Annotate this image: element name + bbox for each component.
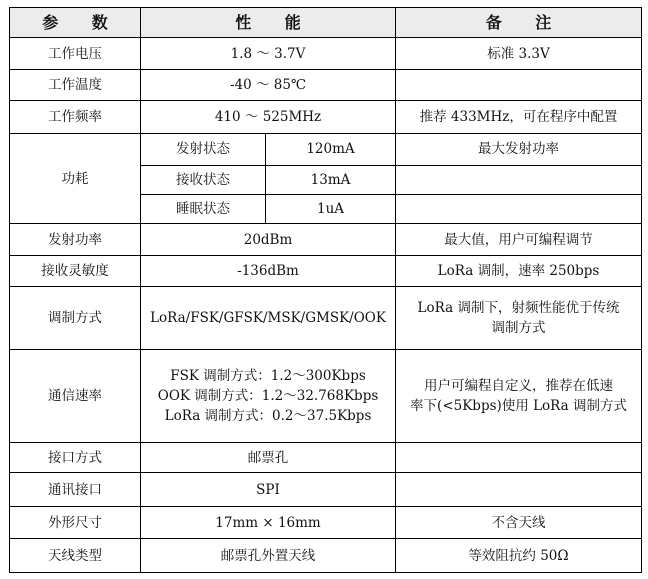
param-cell: 功耗	[10, 134, 141, 224]
value-cell: 1.8 ～ 3.7V	[141, 38, 396, 70]
header-performance: 性 能	[141, 8, 396, 38]
table-row	[10, 134, 642, 166]
state-cell: 发射状态	[141, 134, 266, 166]
table-row	[10, 442, 642, 472]
note-cell	[396, 442, 642, 472]
note-cell: 最大发射功率	[396, 134, 642, 166]
param-cell: 接口方式	[10, 442, 141, 472]
table-row	[10, 506, 642, 539]
value-cell: 1uA	[266, 194, 396, 223]
note-cell	[396, 69, 642, 101]
note-line: 调制方式	[491, 320, 546, 337]
note-cell: 标准 3.3V	[396, 38, 642, 70]
note-cell	[396, 165, 642, 194]
table-row	[10, 255, 642, 287]
param-cell: 外形尺寸	[10, 506, 141, 539]
value-cell: 20dBm	[141, 224, 396, 256]
rate-line: FSK 调制方式：1.2～300Kbps	[170, 368, 366, 385]
table-row	[10, 224, 642, 256]
table-row	[10, 539, 642, 573]
param-cell: 工作电压	[10, 38, 141, 70]
rate-line: OOK 调制方式：1.2～32.768Kbps	[157, 388, 379, 405]
value-cell: 13mA	[266, 165, 396, 194]
note-cell: 最大值，用户可编程调节	[396, 224, 642, 256]
table-row	[10, 69, 642, 101]
value-cell: -136dBm	[141, 255, 396, 287]
param-cell: 接收灵敏度	[10, 255, 141, 287]
param-cell: 工作温度	[10, 69, 141, 101]
header-row	[10, 8, 642, 38]
param-cell: 通讯接口	[10, 473, 141, 507]
table-row	[10, 38, 642, 70]
value-cell: 邮票孔	[141, 442, 396, 472]
value-cell: 120mA	[266, 134, 396, 166]
note-cell	[396, 473, 642, 507]
table-row	[10, 473, 642, 507]
value-cell	[141, 350, 396, 442]
param-cell: 天线类型	[10, 539, 141, 573]
state-cell: 接收状态	[141, 165, 266, 194]
param-cell: 调制方式	[10, 287, 141, 350]
table-row	[10, 101, 642, 134]
table-row	[10, 287, 642, 350]
state-cell: 睡眠状态	[141, 194, 266, 223]
note-line: 率下(<5Kbps)使用 LoRa 调制方式	[410, 398, 627, 415]
note-line: 用户可编程自定义，推荐在低速	[424, 378, 614, 395]
note-cell	[396, 350, 642, 442]
header-note: 备 注	[396, 8, 642, 38]
rate-line: LoRa 调制方式：0.2～37.5Kbps	[164, 408, 372, 425]
value-cell: LoRa/FSK/GFSK/MSK/GMSK/OOK	[141, 287, 396, 350]
table-row	[10, 350, 642, 442]
param-cell: 工作频率	[10, 101, 141, 134]
note-line: LoRa 调制下，射频性能优于传统	[417, 300, 620, 317]
value-cell: 邮票孔外置天线	[141, 539, 396, 573]
spec-table	[9, 7, 642, 573]
value-cell: 410 ～ 525MHz	[141, 101, 396, 134]
note-cell: 推荐 433MHz，可在程序中配置	[396, 101, 642, 134]
note-cell: 不含天线	[396, 506, 642, 539]
value-cell: 17mm × 16mm	[141, 506, 396, 539]
param-cell: 通信速率	[10, 350, 141, 442]
header-param: 参 数	[10, 8, 141, 38]
note-cell: LoRa 调制，速率 250bps	[396, 255, 642, 287]
value-cell: -40 ～ 85℃	[141, 69, 396, 101]
note-cell: 等效阻抗约 50Ω	[396, 539, 642, 573]
note-cell	[396, 194, 642, 223]
param-cell: 发射功率	[10, 224, 141, 256]
note-cell	[396, 287, 642, 350]
value-cell: SPI	[141, 473, 396, 507]
